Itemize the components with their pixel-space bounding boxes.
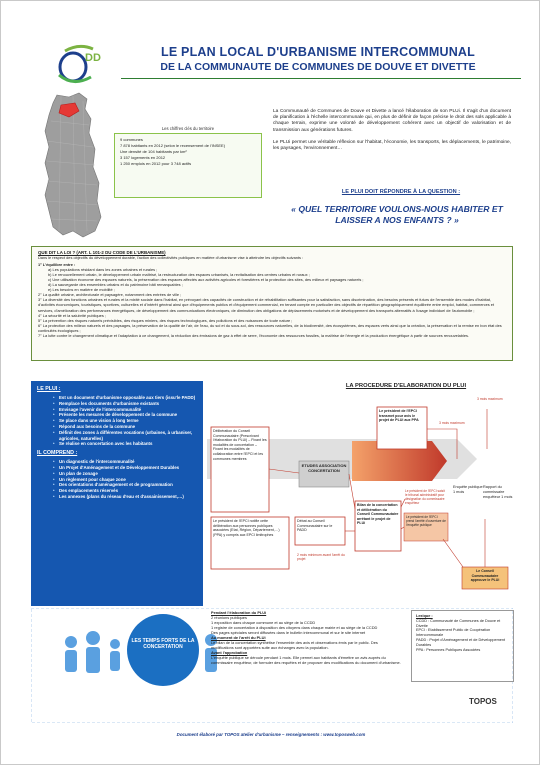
plui-item: • Est un document d'urbanisme opposable aux tiers (issu'le PADD) xyxy=(37,395,197,401)
etudes-text: ETUDES ASSOCIATION CONCERTATION xyxy=(301,463,347,474)
glossary-item: EPCI : Etablissement Public de Coopération Intercommunale xyxy=(416,628,491,638)
enquete-text: Enquête publique 1 mois xyxy=(453,485,483,494)
three-months-note-2: 3 mois maximum xyxy=(477,397,503,401)
question-heading: LE PLUI DOIT RÉPONDRE À LA QUESTION : xyxy=(341,189,461,195)
plui-contents-item: • Des emplacements réservés xyxy=(37,488,197,494)
notify-text: Le président de l'EPCI notifie cette délibération aux personnes publiques associées (Etat, Région, Département,…) (PPA) y compris aux EPCI limitrophes xyxy=(213,519,280,537)
plui-item: • Se réalise en concertation avec les habitants xyxy=(37,441,197,447)
plui-item: • Envisage l'avenir de l'intercommunalité xyxy=(37,407,197,413)
key-figures-list xyxy=(120,137,256,167)
plui-contents-list xyxy=(37,459,197,500)
footer-credit: Document élaboré par TOPOS atelier d'urbanisme – renseignements : www.toposweb.com xyxy=(176,732,366,737)
deliberation-text: Délibération du Conseil Communautaire (Prescrivant l'élaboration du PLUi) – Fixant les modalités de concertation – Fixant les modalités de collaboration entre l'EPCI et les communes membres xyxy=(213,429,267,461)
territory-map-icon xyxy=(39,91,107,239)
glossary-item: CCDD : Communauté de Communes de Douve et Divette xyxy=(416,618,501,628)
plui-contents-item: • Les annexes (plans du réseau d'eau et d'assainissement,…) xyxy=(37,494,197,500)
intro-paragraph: La Communauté de Communes de Douve et Divette a lancé l'élaboration de son PLUi. Il s'agit d'un document de planification à l'échelle intercommunale qui, en plus de définir de façon précise le droit des sols applicable à chaque terrain, exprime une volonté de développement cohérent avec un objectif de valorisation et de transmission aux générations futures. xyxy=(273,109,511,133)
three-months-note: 3 mois maximum xyxy=(439,421,465,425)
law-line: 7° La lutte contre le changement climatique et l'adaptation à ce changement, la réduction des émissions de gaz à effet de serre, l'économie des ressources fossiles, la maîtrise de l'énergie et la production énergétique à partir de sources renouvelables. xyxy=(38,332,470,338)
plui-list xyxy=(37,395,197,447)
concertation-heading: Pendant l'élaboration du PLUi xyxy=(211,610,267,615)
law-line: Dans le respect des objectifs du développement durable, l'action des collectivités publiques en matière d'urbanisme vise à atteindre les objectifs suivants : xyxy=(38,255,304,261)
plui-info-box xyxy=(31,381,203,606)
intro-paragraph: Le PLUi permet une véritable réflexion sur l'habitat, l'économie, les transports, les déplacements, le patrimoine, les paysages, l'environnement… xyxy=(273,139,511,152)
page-subtitle: DE LA COMMUNAUTE DE COMMUNES DE DOUVE ET DIVETTE xyxy=(160,61,476,73)
key-figure-item: 1 250 emplois en 2012 pour 3 748 actifs xyxy=(120,161,192,166)
key-question: « QUEL TERRITOIRE VOULONS-NOUS HABITER ET LAISSER A NOS ENFANTS ? » xyxy=(291,204,503,225)
plui-item: • Répond aux besoins de la commune xyxy=(37,424,197,430)
plui-contents-item: • Des orientations d'aménagement et de programmation xyxy=(37,482,197,488)
plui-item: • Présente les mesures de développement de la commune xyxy=(37,412,197,418)
plui-heading: LE PLUI : xyxy=(37,386,61,392)
law-line: e) Les besoins en matière de mobilité ; xyxy=(48,287,115,293)
key-figure-item: 3 157 logements en 2012 xyxy=(120,155,166,160)
key-figure-item: Une densité de 104 habitants par km² xyxy=(120,149,187,154)
topos-brand: TOPOS xyxy=(469,697,497,706)
intro-text xyxy=(273,109,511,158)
plui-item: • Se place dans une vision à long terme xyxy=(37,418,197,424)
two-months-note: 2 mois minimum avant l'arrêt du projet xyxy=(297,553,345,562)
plui-item: • Remplace les documents d'urbanisme existants xyxy=(37,401,197,407)
concertation-line: 2 réunions publiques xyxy=(211,615,247,620)
concertation-line: Le bilan de la concertation synthétise l'ensemble des avis et observations émis par le public. Des modifications sont apportées suite aux échanges avec la population. xyxy=(211,640,378,650)
concertation-circle-label: LES TEMPS FORTS DE LA CONCERTATION xyxy=(131,638,195,651)
law-line: 3° La diversité des fonctions urbaines et rurales et la mixité sociale dans l'habitat, en prévoyant des capacités de construction et de réhabilitation suffisantes pour la satisfaction, sans discrimination, des besoins présents et futurs de l'ensemble des modes d'habitat, d'activités économiques, touristiques, sportives, culturelles et d'intérêt général ainsi que d'équipements publics et d'équipement commercial, en tenant compte en particulier des objectifs de répartition géographiquement équilibrée entre emploi, habitat, commerces et services, d'amélioration des performances énergétiques, de développement des communications électroniques, de diminution des obligations de déplacements motorisés et de développement des transports alternatifs à l'usage individuel de l'automobile ; xyxy=(38,297,495,313)
svg-text:DD: DD xyxy=(85,52,101,64)
glossary-item: PADD : Projet d'Aménagement et de Développement Durables xyxy=(416,637,506,647)
page-title: LE PLAN LOCAL D'URBANISME INTERCOMMUNAL xyxy=(160,45,475,59)
key-figure-item: 7 878 habitants en 2012 (selon le recensement de l'INSEE) xyxy=(120,143,226,148)
law-line: 4° La sécurité et la salubrité publiques ; xyxy=(38,312,106,318)
law-line: b) Le renouvellement urbain, le développement urbain maîtrisé, la restructuration des espaces urbanisés, la revitalisation des centres urbains et ruraux ; xyxy=(48,272,310,278)
law-line: d) La sauvegarde des ensembles urbains et du patrimoine bâti remarquables ; xyxy=(48,282,183,288)
procedure-flowchart xyxy=(207,389,517,604)
title-divider xyxy=(121,78,521,79)
concertation-line: L'enquête publique se déroule pendant 1 mois. Elle permet aux habitants d'émettre un avis auprès du commissaire enquêteur, de formuler des requêtes et de proposer des modifications du document d'urbanisme. xyxy=(211,655,401,665)
glossary-box xyxy=(411,610,514,682)
law-line: a) Les populations résidant dans les zones urbaines et rurales ; xyxy=(48,267,158,273)
concertation-line: Des pages spéciales seront diffusées dans le bulletin intercommunal et sur le site internet xyxy=(211,630,366,635)
concertation-heading: Avant l'approbation xyxy=(211,650,248,655)
key-figure-item: 9 communes xyxy=(120,137,143,142)
padd-text: Débat au Conseil Communautaire sur le PADD xyxy=(297,519,333,533)
transmit-text: Le président de l'EPCI transmet pour avis le projet de PLUi aux PPA xyxy=(379,409,419,423)
procedure-title: LA PROCEDURE D'ELABORATION DU PLUI xyxy=(345,383,467,389)
ccdd-logo-icon xyxy=(51,41,107,86)
glossary-item: PPA : Personnes Publiques Associées xyxy=(416,647,481,652)
law-heading: QUE DIT LA LOI ? (ART. L 101-2 DU CODE DE L'URBANISME) xyxy=(38,250,166,255)
plui-contents-heading: IL COMPREND : xyxy=(37,450,78,457)
ouverture-note: Le président de l'EPCI prend l'arrêté d'ouverture de l'enquête publique xyxy=(406,515,446,527)
bilan-text: Bilan de la concertation et délibération du Conseil Communautaire arrêtant le projet de PLUi xyxy=(357,503,399,526)
key-figures-title: Les chiffres clés du territoire xyxy=(161,126,215,131)
approval-text: Le Conseil Communautaire approuve le PLUi xyxy=(470,569,500,582)
rapport-text: Rapport du commissaire enquêteur 1 mois xyxy=(483,485,513,499)
law-line: 5° La prévention des risques naturels prévisibles, des risques miniers, des risques technologiques, des pollutions et des nuisances de toute nature ; xyxy=(38,317,293,323)
concertation-text xyxy=(211,610,401,665)
designation-note: Le président de l'EPCI saisit le tribunal administratif pour désignation du commissaire enquêteur xyxy=(405,489,445,505)
law-box xyxy=(31,246,513,361)
plui-contents-item: • Un Projet d'Aménagement et de Développement Durables xyxy=(37,465,197,471)
concertation-line: 1 registre de concertation à disposition des citoyens dans chaque mairie et au siège de la CCDD xyxy=(211,625,378,630)
plui-contents-item: • Un règlement pour chaque zone xyxy=(37,477,197,483)
law-line: c) Une utilisation économe des espaces naturels, la préservation des espaces affectés aux activités agricoles et forestières et la protection des sites, des milieux et paysages naturels ; xyxy=(48,277,364,283)
law-line: 6° La protection des milieux naturels et des paysages, la préservation de la qualité de l'air, de l'eau, du sol et du sous-sol, des ressources naturelles, de la biodiversité, des écosystèmes, des espaces verts ainsi que la création, la préservation et la remise en bon état des continuités écologiques ; xyxy=(38,322,502,333)
law-line: 2° La qualité urbaine, architecturale et paysagère, notamment des entrées de ville ; xyxy=(38,292,182,298)
plui-item: • Définit des zones à différentes vocations (urbaines, à urbaniser, agricoles, naturelles) xyxy=(37,430,197,442)
plui-contents-item: • Un plan de zonage xyxy=(37,471,197,477)
glossary-heading: Lexique : xyxy=(416,614,433,618)
concertation-heading: Au moment de l'arrêt du PLUi xyxy=(211,635,266,640)
plui-contents-item: • Un diagnostic de l'intercommunalité xyxy=(37,459,197,465)
law-line: 1° L'équilibre entre : xyxy=(38,262,76,268)
key-figures-box xyxy=(114,126,262,198)
concertation-line: 1 exposition dans chaque commune et au siège de la CCDD xyxy=(211,620,316,625)
